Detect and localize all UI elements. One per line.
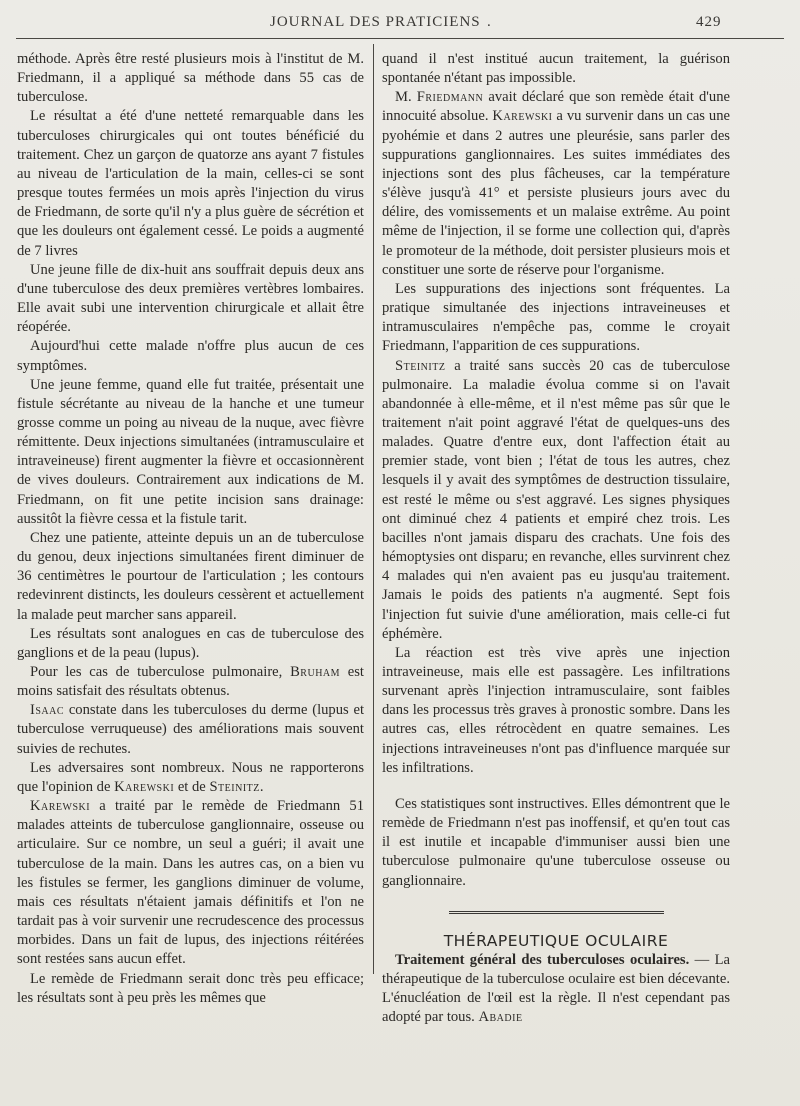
- text-run: .: [259, 778, 264, 795]
- author-name: Karewski: [492, 108, 553, 125]
- paragraph: Ces statistiques sont instructives. Elles démontrent que le remède de Friedmann n'est pas inoffensif, et qu'en tout cas il est inutile et incapable d'immuniser aussi bien une tuberculose pulmonaire qu'une tuberculose osseuse ou ganglionnaire.: [382, 795, 730, 889]
- text-run: Pour les cas de tuberculose pulmonaire,: [30, 664, 291, 680]
- author-name: Steinitz: [395, 357, 446, 374]
- paragraph: [17, 797, 364, 969]
- paragraph: quand il n'est institué aucun traitement, la guérison spontanée n'étant pas impossible.: [382, 51, 730, 87]
- text-run: a traité par le remède de Friedmann 51 malades atteints de tuberculose ganglionnaire, osseuse ou articulaire. Sur ce nombre, un seul a guéri; il avait une tuberculose de la main. Dans les autres cas, on a bien vu les fistules se fermer, les ganglions diminuer de volume, mais ces résultats n'étaient jamais définitifs et l'on ne tardait pas à voir survenir une recrudescence des processus morbides. Dans un fait de lupus, des injections réitérées sont restées sans aucun effet.: [17, 798, 364, 968]
- paragraph: Une jeune femme, quand elle fut traitée, présentait une fistule sécrétante au niveau de la hanche et une tumeur grosse comme un poing au niveau de la nuque, avec fièvre rémittente. Deux injections simultanées (intramusculaire et intraveineuse) firent augmenter la fièvre et occasionnèrent de vives douleurs. Contrairement aux indications de M. Friedmann, on fit une petite incision sans drainage: aussitôt la fièvre cessa et la fistule tarit.: [17, 376, 364, 527]
- author-name: Karewski: [114, 778, 175, 795]
- paragraph: Les suppurations des injections sont fréquentes. La pratique simultanée des injections intraveineuses et intramusculaires n'empêche pas, comme le croyait Friedmann, l'apparition de ces suppurations.: [382, 280, 730, 355]
- paragraph: La réaction est très vive après une injection intraveineuse, mais elle est passagère. Les infiltrations survenant après l'injection intramusculaire, sont faibles dans les processus très graves à pronostic sombre. Dans les autres cas, elles rétrocèdent en quatre semaines. Les injections intraveineuses n'ont pas d'influence marquée sur les infiltrations.: [382, 644, 730, 776]
- author-name: Bruham: [290, 664, 341, 680]
- paragraph: Chez une patiente, atteinte depuis un an de tuberculose du genou, deux injections simultanées firent diminuer de 36 centimètres le pourtour de l'articulation ; les contours redevinrent distincts, les douleurs cessèrent et actuellement la malade peut marcher sans appareil.: [17, 529, 364, 623]
- author-name: Isaac: [30, 702, 65, 719]
- text-run: M.: [395, 89, 417, 106]
- text-run: est moins satisfait des résultats obtenus.: [17, 664, 364, 700]
- page-number: 429: [696, 14, 722, 30]
- paragraph: [382, 357, 730, 644]
- paragraph: Le remède de Friedmann serait donc très peu efficace; les résultats sont à peu près les mêmes que: [17, 970, 364, 1006]
- paragraph: Le résultat a été d'une netteté remarquable dans les tuberculoses chirurgicales qui ont toutes bénéficié du traitement. Chez un garçon de quatorze ans ayant 7 fistules au niveau de l'articulation de la main, celles-ci se sont presque toutes fermées un mois après l'injection du virus de Friedmann, de sorte qu'il n'y a plus guère de sécrétion et que les douleurs ont également cessé. Le poids a augmenté de 7 livres: [17, 108, 364, 259]
- running-header: [0, 14, 800, 36]
- subheading: Traitement général des tuberculoses oculaires.: [395, 951, 690, 968]
- journal-title: JOURNAL DES PRATICIENS: [270, 14, 481, 30]
- right-column: [382, 50, 730, 1028]
- paragraph: [382, 951, 730, 1028]
- author-name: Steinitz: [209, 778, 260, 795]
- section-title: THÉRAPEUTIQUE OCULAIRE: [443, 931, 669, 950]
- text-run: avait déclaré que son remède était d'une innocuité absolue.: [382, 89, 730, 125]
- text-run: — La thérapeutique de la tuberculose oculaire est bien décevante. L'énucléation de l'œil est la règle. Il n'est cependant pas adopté par tous.: [382, 951, 730, 1026]
- paragraph: [17, 759, 364, 797]
- paragraph: Une jeune fille de dix-huit ans souffrait depuis deux ans d'une tuberculose des deux premières vertèbres lombaires. Elle avait subi une intervention chirurgicale et allait être réopérée.: [17, 261, 364, 336]
- text-run: constate dans les tuberculoses du derme (lupus et tuberculose verruqueuse) des améliorations mais souvent suivies de rechutes.: [17, 702, 364, 757]
- paragraph: méthode. Après être resté plusieurs mois à l'institut de M. Friedmann, il a appliqué sa méthode dans 55 cas de tuberculose.: [17, 51, 364, 106]
- author-name: Abadie: [478, 1009, 523, 1026]
- text-run: Les adversaires sont nombreux. Nous ne rapporterons que l'opinion de: [17, 759, 364, 795]
- header-dot: .: [487, 14, 492, 30]
- paragraph: Les résultats sont analogues en cas de tuberculose des ganglions et de la peau (lupus).: [17, 625, 364, 661]
- column-divider: [373, 44, 374, 974]
- author-name: Friedmann: [416, 89, 484, 106]
- paragraph-gap: [382, 778, 730, 795]
- text-run: a vu survenir dans un cas une pyohémie et dans 2 autres une pleurésie, sans parler des suppurations ganglionnaires. Les suites immédiates des injections sont des plus fâcheuses, car la température s'élève jusqu'à 41° et persiste plusieurs jours avec du délire, des vomissements et un malaise extrême. Au point même de l'injection, il se forme une collection qui, d'après le promoteur de la méthode, doit persister plusieurs mois et constituer une sorte de réserve pour l'organisme.: [382, 108, 730, 278]
- text-run: et de: [174, 778, 210, 795]
- author-name: Karewski: [30, 798, 91, 815]
- paragraph: [17, 701, 364, 758]
- paragraph: [382, 88, 730, 280]
- text-run: a traité sans succès 20 cas de tuberculose pulmonaire. La maladie évolua comme si on l'avait abandonnée à elle-même, et il n'est même pas sûr que le traitement n'ait point aggravé l'état de quelques-uns des malades. Quatre d'entre eux, dont l'affection était au premier stade, vont bien ; l'état de tous les autres, chez lesquels il y avait des symptômes de destruction tissulaire, est resté le même ou s'est aggravé. Les signes physiques ont diminué chez 4 patients et empiré chez trois. Les bacilles n'ont jamais disparu des crachats. Une fois des hémoptysies ont disparu; en revanche, elles survinrent chez 4 malades qui n'en avaient pas eu jusqu'au traitement. Jamais le poids des patients n'a augmenté. Sept fois l'injection fut suivie d'une amélioration, mais celle-ci fut éphémère.: [382, 357, 730, 642]
- header-rule: [16, 38, 784, 39]
- paragraph: Aujourd'hui cette malade n'offre plus aucun de ces symptômes.: [17, 338, 364, 374]
- section-rule: [449, 911, 664, 914]
- left-column: [17, 50, 364, 1008]
- paragraph: [17, 663, 364, 701]
